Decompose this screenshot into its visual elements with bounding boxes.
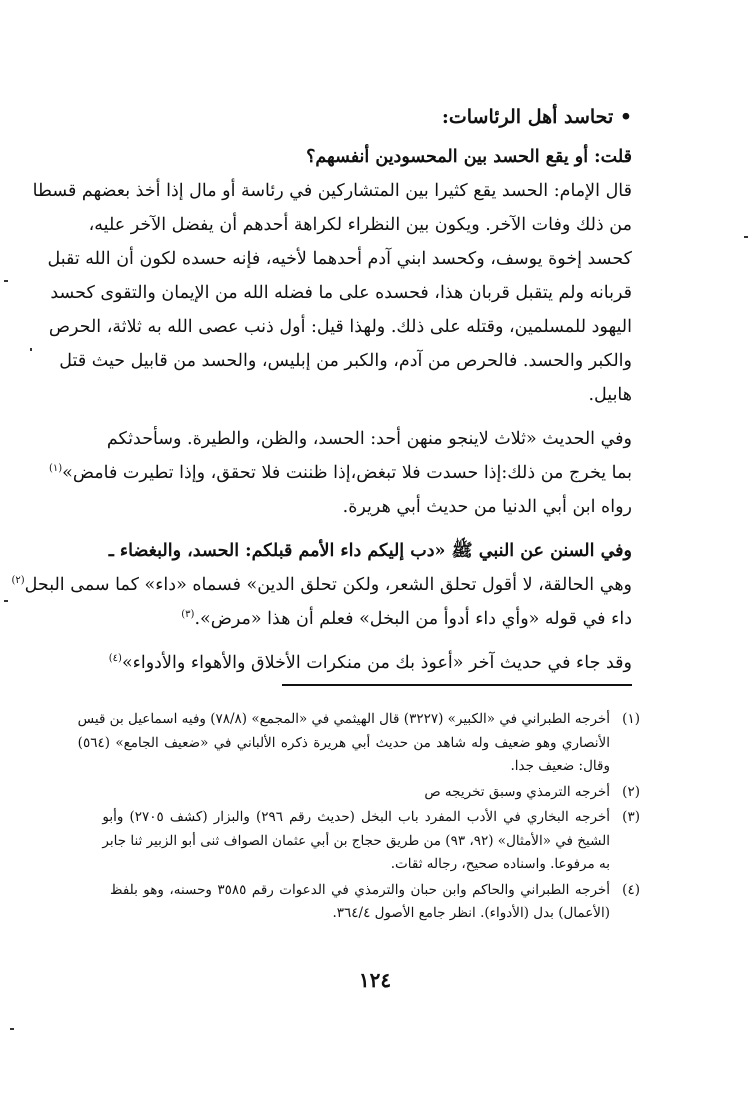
footnote-ref[interactable]: (٢) [11, 575, 25, 587]
text-line-with-note [48, 456, 632, 490]
footnote-line: الشيخ في «الأمثال» (٩٢، ٩٣) من طريق حجاج بن أبي عثمان الصواف ثنى أبو الزبير ثنا جابر [102, 832, 610, 849]
footnote-number: (٣) [622, 809, 640, 825]
text-line: وفي السنن عن النبي ﷺ «دب إليكم داء الأمم قبلكم: الحسد، والبغضاء ـ [108, 541, 632, 561]
text-segment: وهي الحالقة، لا أقول تحلق الشعر، ولكن تحلق الدين» فسماه «داء» كما سمى البحل [24, 575, 632, 595]
footnote-line: (الأعمال) بدل (الأدواء). انظر جامع الأصول ٣٦٤/٤. [332, 905, 610, 921]
footnote-line: وقال: ضعيف جدا. [510, 758, 610, 774]
scan-mark [4, 600, 8, 602]
scan-mark [4, 280, 8, 282]
footnote-line: به مرفوعا. واسناده صحيح، رجاله ثقات. [390, 856, 610, 872]
footnote-ref[interactable]: (٣) [181, 609, 195, 621]
text-line: قربانه ولم يتقبل قربان هذا، فحسده على ما فضله الله من الإيمان والتقوى كحسد [50, 283, 632, 303]
footnote [110, 879, 640, 926]
text-segment: وقد جاء في حديث آخر «أعوذ بك من منكرات الأخلاق والأهواء والأدواء» [121, 653, 632, 673]
footnote-line: أخرجه الطبراني في «الكبير» (٣٢٢٧) قال الهيثمي في «المجمع» (٧٨/٨) وفيه اسماعيل بن قيس [77, 711, 610, 727]
footnote-line: أخرجه الترمذي وسبق تخريجه ص [424, 783, 610, 800]
main-text [11, 140, 632, 680]
footnote [110, 781, 640, 805]
text-line: هابيل. [588, 385, 632, 405]
footnote-number: (١) [622, 711, 640, 727]
footnote-line: أخرجه البخاري في الأدب المفرد باب البخل (حديث رقم ٢٩٦) والبزار (كشف ٢٧٠٥) وأبو [102, 809, 611, 825]
footnotes [77, 708, 640, 928]
footnote [102, 806, 640, 877]
scan-mark [10, 1028, 14, 1030]
text-segment: بما يخرج من ذلك:إذا حسدت فلا تبغض،إذا ظننت فلا تحقق، وإذا تطيرت فامض» [62, 463, 632, 483]
footnote-divider [282, 684, 632, 686]
text-line-with-note [110, 602, 632, 636]
scan-mark [744, 236, 748, 238]
text-line: قال الإمام: الحسد يقع كثيرا بين المتشاركين في رئاسة أو مال إذا أخذ بعضهم قسطا [32, 181, 632, 201]
text-line: وفي الحديث «ثلاث لاينجو منهن أحد: الحسد، والظن، والطيرة. وسأحدثكم [106, 429, 632, 449]
question-line: قلت: أو يقع الحسد بين المحسودين أنفسهم؟ [306, 147, 632, 167]
text-line: اليهود للمسلمين، وقتله على ذلك. ولهذا قيل: أول ذنب عصى الله به ثلاثة، الحرص [48, 317, 632, 337]
text-line: من ذلك وفات الآخر. ويكون بين النظراء لكراهة أحدهم أن يفضل الآخر عليه، [88, 215, 632, 235]
page-number: ١٢٤ [358, 968, 392, 992]
text-line: رواه ابن أبي الدنيا من حديث أبي هريرة. [342, 497, 632, 517]
footnote-ref[interactable]: (١) [48, 463, 63, 475]
text-line: كحسد إخوة يوسف، وكحسد ابني آدم أحدهما لأخيه، فإنه حسده لكون أن الله تقبل [47, 249, 632, 269]
footnote-line: الأنصاري وهو ضعيف وله شاهد من حديث أبي هريرة ذكره الألباني في «ضعيف الجامع» (٥٦٤) [77, 734, 610, 751]
scan-mark [30, 348, 32, 351]
text-line-with-note [110, 646, 632, 680]
text-line-with-note [11, 568, 632, 602]
section-heading: • تحاسد أهل الرئاسات: [441, 106, 632, 128]
footnote-number: (٤) [622, 881, 640, 898]
footnote-number: (٢) [622, 783, 640, 800]
footnote-line: أخرجه الطبراني والحاكم وابن حبان والترمذي في الدعوات رقم ٣٥٨٥ وحسنه، وهو بلفظ [110, 881, 610, 898]
text-line: والكبر والحسد. فالحرص من آدم، والكبر من إبليس، والحسد من قابيل حيث قتل [59, 351, 632, 371]
text-segment: داء في قوله «وأي داء أدوأ من البخل» فعلم أن هذا «مرض». [194, 609, 632, 629]
footnote [77, 708, 640, 779]
footnote-ref[interactable]: (٤) [108, 653, 122, 665]
